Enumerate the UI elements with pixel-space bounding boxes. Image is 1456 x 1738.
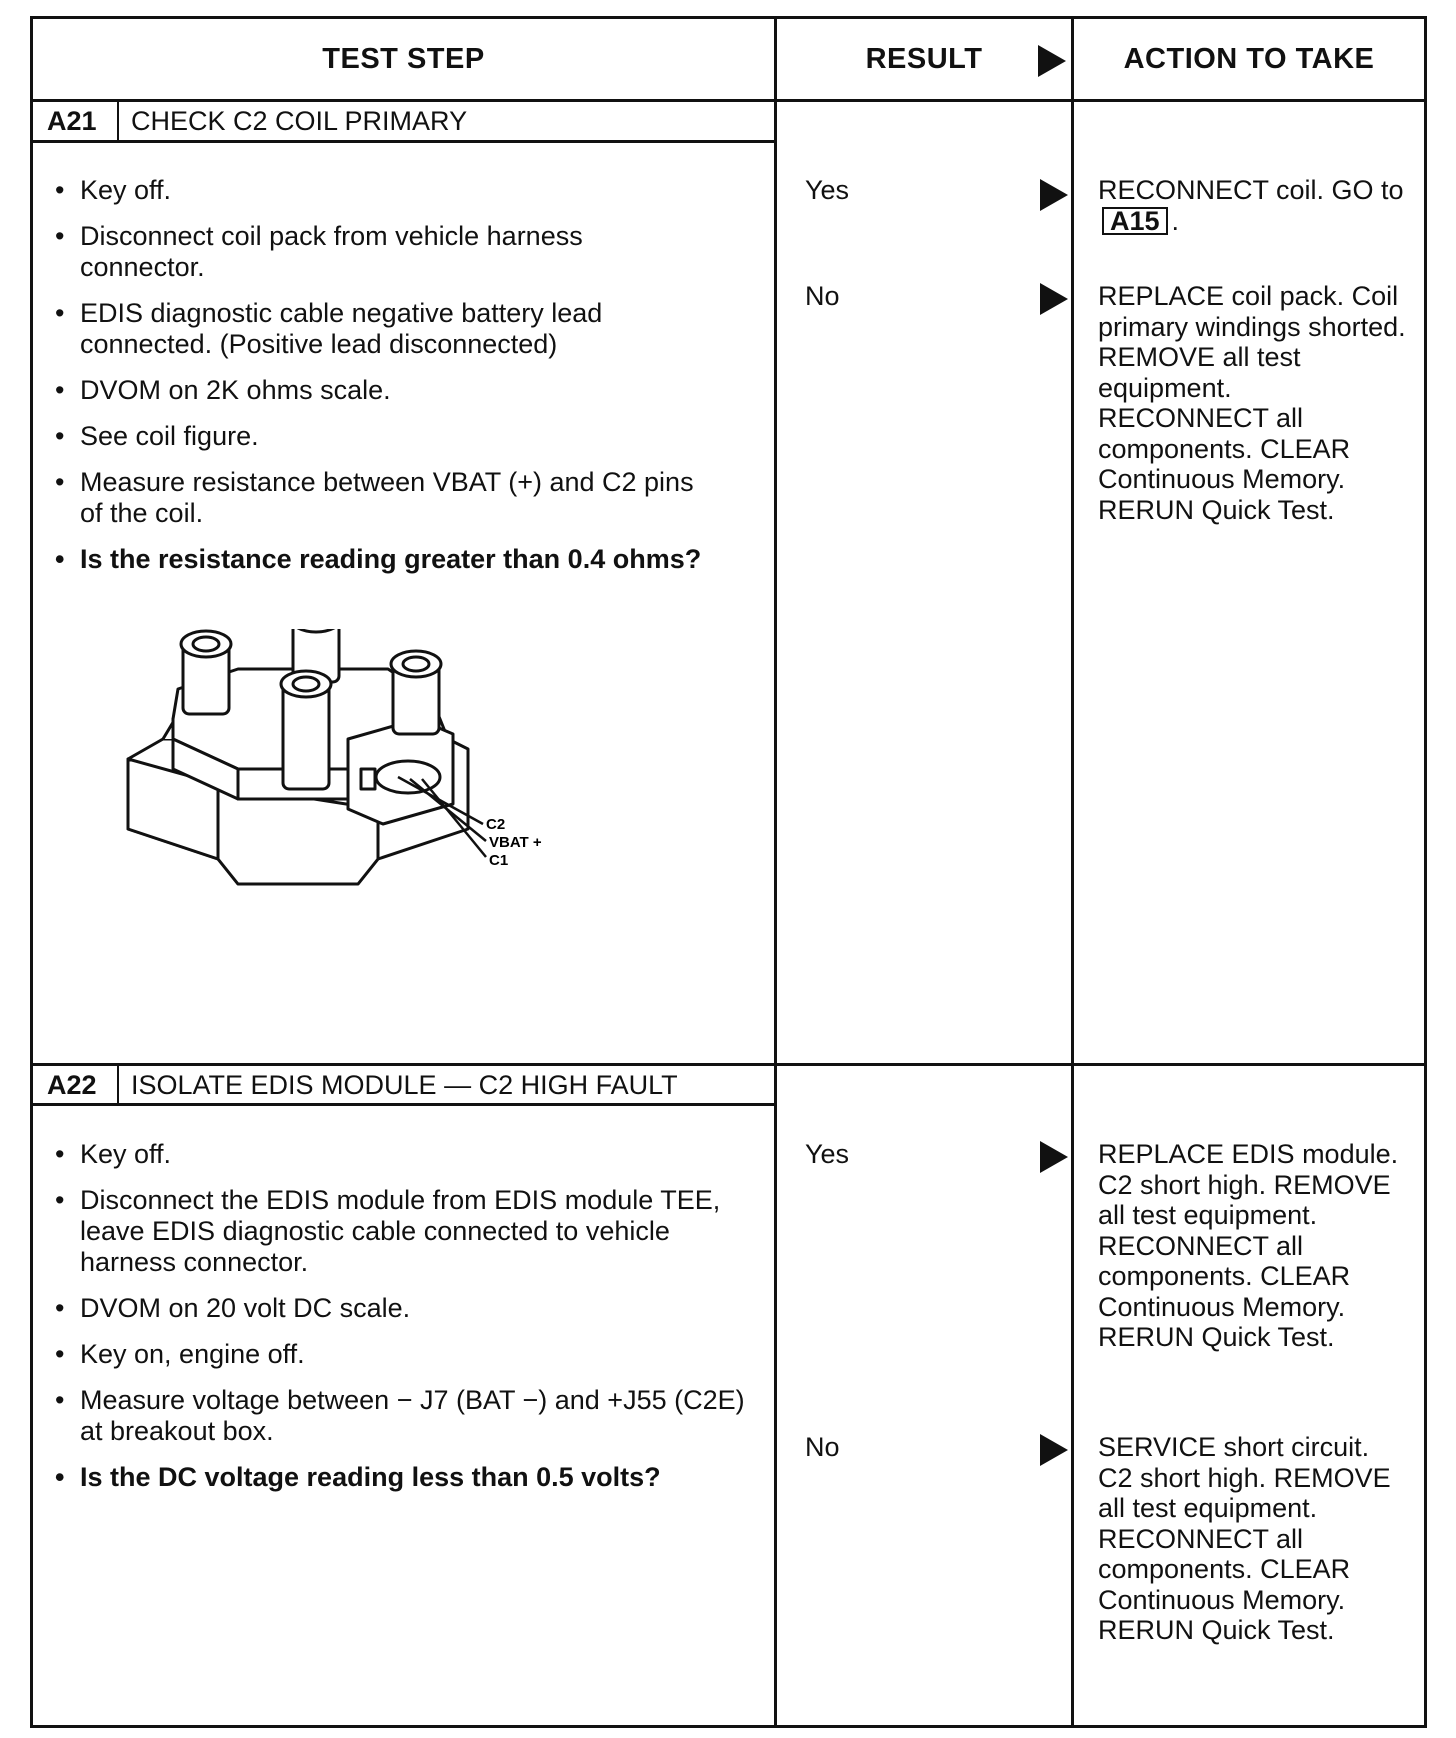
a21-no-arrow-icon [1040, 283, 1068, 315]
a22-step-id: A22 [47, 1069, 97, 1100]
header-arrow-icon [1038, 45, 1066, 77]
list-item: • Key off. [53, 175, 703, 206]
a21-step-title: CHECK C2 COIL PRIMARY [131, 105, 468, 136]
list-item: • See coil figure. [53, 421, 703, 452]
a21-bullet-list [53, 175, 703, 590]
a21-result-yes: Yes [805, 175, 850, 205]
list-item: • Key off. [53, 1139, 753, 1170]
a21-result-no: No [805, 281, 840, 311]
list-item: • DVOM on 2K ohms scale. [53, 375, 703, 406]
a22-question: • Is the DC voltage reading less than 0.5 volts? [53, 1462, 753, 1493]
a22-id-divider [117, 1063, 119, 1105]
a21-id-divider [117, 99, 119, 141]
a22-bullet-list [53, 1139, 753, 1508]
header-result [777, 19, 1071, 100]
header-result-label: RESULT [865, 43, 983, 75]
coil-label-vbat: VBAT + [489, 834, 542, 851]
a22-result-yes: Yes [805, 1139, 850, 1169]
list-item: • EDIS diagnostic cable negative battery lead connected. (Positive lead disconnected) [53, 298, 703, 360]
a21-action-yes: RECONNECT coil. GO toA15 . [1098, 175, 1404, 236]
a21-action-no: REPLACE coil pack. Coil primary windings shorted. REMOVE all test equipment. RECONNECT all components. CLEAR Continuous Memory. RERUN Quick Test. [1098, 281, 1406, 525]
a21-step-id: A21 [47, 105, 97, 136]
a22-no-arrow-icon [1040, 1434, 1068, 1466]
column-divider-1 [774, 19, 777, 1725]
a22-yes-arrow-icon [1040, 1141, 1068, 1173]
a22-step-title: ISOLATE EDIS MODULE — C2 HIGH FAULT [131, 1069, 678, 1100]
list-item: • Measure voltage between − J7 (BAT −) and +J55 (C2E) at breakout box. [53, 1385, 753, 1447]
a21-question: • Is the resistance reading greater than 0.4 ohms? [53, 544, 703, 575]
coil-pack-figure [118, 629, 638, 989]
list-item: • Disconnect coil pack from vehicle harness connector. [53, 221, 703, 283]
a21-title-rule [33, 140, 774, 143]
list-item: • Key on, engine off. [53, 1339, 753, 1370]
a22-action-no: SERVICE short circuit. C2 short high. REMOVE all test equipment. RECONNECT all components. CLEAR Continuous Memory. RERUN Quick Test. [1098, 1432, 1391, 1645]
list-item: • Measure resistance between VBAT (+) and C2 pins of the coil. [53, 467, 703, 529]
a21-yes-arrow-icon [1040, 179, 1068, 211]
coil-label-c2: C2 [486, 816, 506, 833]
column-divider-2 [1071, 19, 1074, 1725]
coil-label-c1: C1 [489, 852, 509, 869]
a22-action-yes: REPLACE EDIS module. C2 short high. REMOVE all test equipment. RECONNECT all components. CLEAR Continuous Memory. RERUN Quick Test. [1098, 1139, 1399, 1352]
header-action: ACTION TO TAKE [1123, 43, 1375, 75]
header-test-step: TEST STEP [322, 43, 485, 75]
diagnostic-table [30, 16, 1427, 1728]
list-item: • DVOM on 20 volt DC scale. [53, 1293, 753, 1324]
list-item: • Disconnect the EDIS module from EDIS module TEE, leave EDIS diagnostic cable connected to vehicle harness connector. [53, 1185, 753, 1278]
a15-ref-box: A15 [1102, 207, 1168, 235]
a22-result-no: No [805, 1432, 840, 1462]
